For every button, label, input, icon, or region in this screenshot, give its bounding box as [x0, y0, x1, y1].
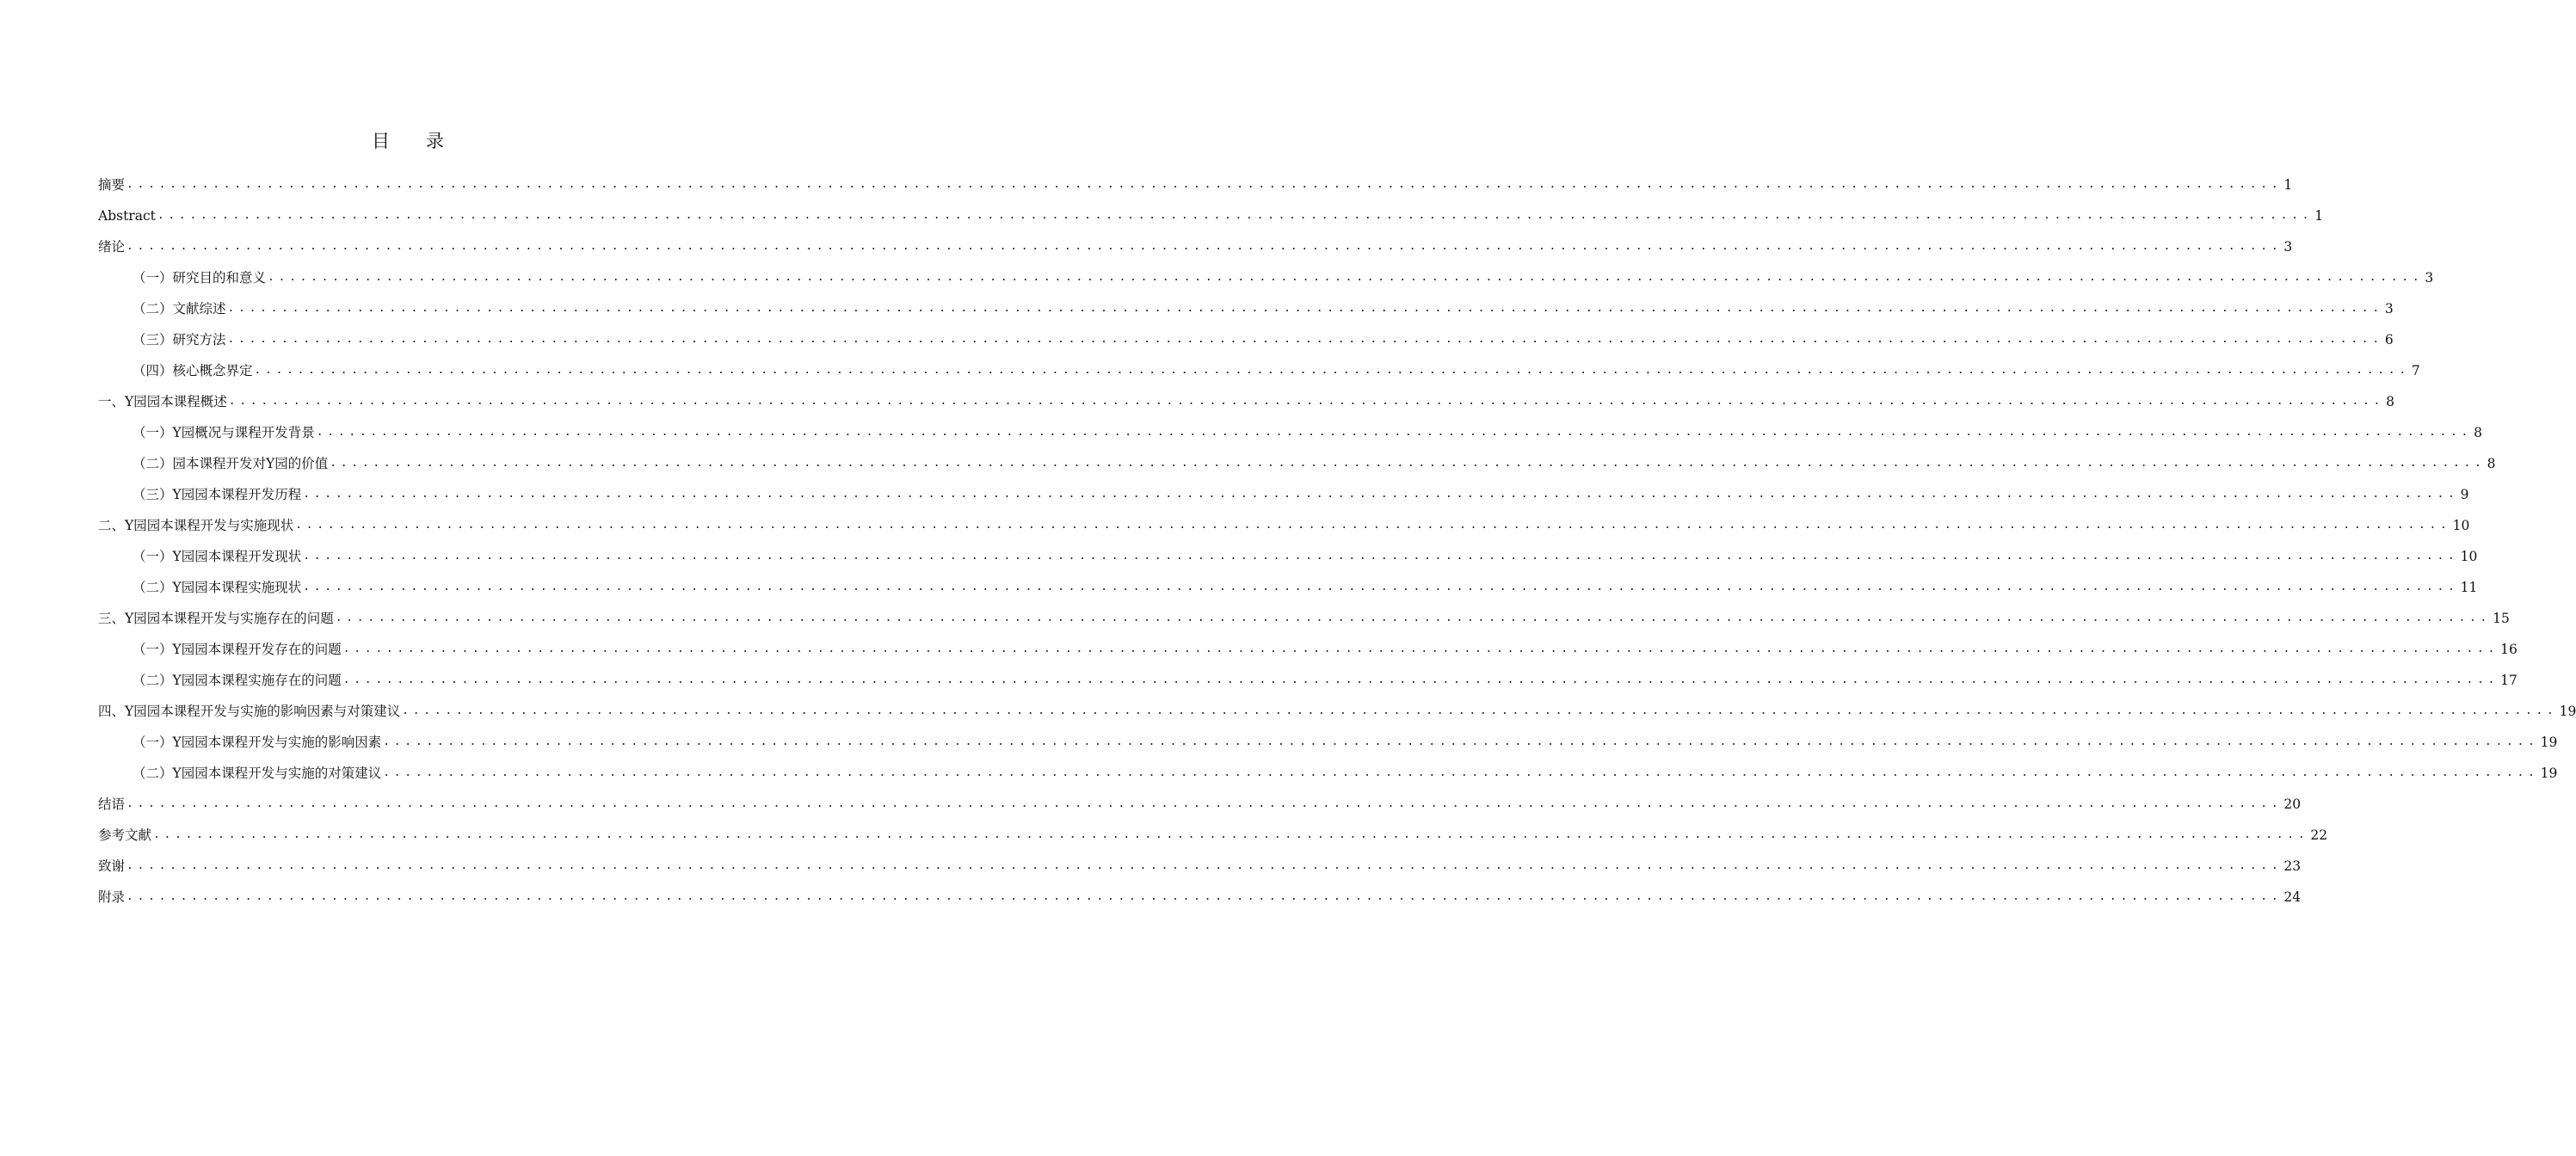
toc-entry[interactable] — [98, 323, 2394, 354]
toc-entry-page-number: 3 — [2384, 301, 2394, 317]
toc-entry-label: 二、Y园园本课程开发与实施现状 — [98, 518, 294, 533]
toc-entry-label: （二）Y园园本课程实施存在的问题 — [132, 673, 342, 688]
toc-entry-page-number: 1 — [2314, 208, 2324, 224]
toc-entry[interactable] — [98, 788, 2302, 819]
toc-entry-label: （一）研究目的和意义 — [132, 270, 267, 286]
toc-entry-page-number: 19 — [2540, 766, 2558, 781]
toc-entry[interactable] — [98, 478, 2469, 509]
dot-leader: ........................................................................................................................................................................................................ — [316, 426, 2473, 439]
toc-entry-page-number: 1 — [2283, 177, 2293, 193]
toc-entry-label: （二）Y园园本课程实施现状 — [132, 580, 302, 595]
toc-entry-label: 摘要 — [98, 177, 126, 193]
toc-entry-page-number: 9 — [2460, 487, 2469, 502]
toc-entry-page-number: 6 — [2384, 332, 2394, 347]
toc-entry[interactable] — [98, 509, 2470, 540]
toc-entry-label: （二）园本课程开发对Y园的价值 — [132, 456, 329, 471]
table-of-contents — [98, 169, 2576, 912]
toc-entry-label: （一）Y园概况与课程开发背景 — [132, 425, 315, 440]
toc-entry-label: Abstract — [98, 208, 156, 224]
toc-entry-label: 参考文献 — [98, 827, 152, 843]
dot-leader: ........................................................................................................................................................................................................ — [126, 890, 2283, 903]
toc-entry-page-number: 11 — [2460, 580, 2478, 595]
toc-entry-label: 绪论 — [98, 239, 126, 255]
toc-entry[interactable] — [98, 416, 2482, 447]
dot-leader: ........................................................................................................................................................................................................ — [126, 859, 2283, 872]
toc-entry[interactable] — [98, 200, 2324, 231]
dot-leader: ........................................................................................................................................................................................................ — [126, 797, 2283, 810]
dot-leader: ........................................................................................................................................................................................................ — [227, 333, 2383, 346]
toc-entry-label: （三）Y园园本课程开发历程 — [132, 487, 302, 502]
toc-entry-label: 四、Y园园本课程开发与实施的影响因素与对策建议 — [98, 704, 401, 719]
toc-entry[interactable] — [98, 231, 2293, 261]
dot-leader: ........................................................................................................................................................................................................ — [342, 673, 2499, 686]
toc-entry-page-number: 8 — [2474, 425, 2482, 440]
toc-entry[interactable] — [98, 757, 2558, 788]
toc-entry-label: 致谢 — [98, 858, 126, 874]
toc-entry-page-number: 20 — [2283, 796, 2302, 812]
dot-leader: ........................................................................................................................................................................................................ — [153, 828, 2309, 841]
toc-entry[interactable] — [98, 571, 2478, 602]
dot-leader: ........................................................................................................................................................................................................ — [157, 209, 2314, 222]
dot-leader: ........................................................................................................................................................................................................ — [335, 612, 2492, 624]
toc-entry[interactable] — [98, 726, 2558, 757]
toc-entry-page-number: 19 — [2540, 735, 2558, 750]
toc-entry-label: （二）文献综述 — [132, 301, 226, 317]
dot-leader: ........................................................................................................................................................................................................ — [227, 302, 2383, 315]
toc-entry-page-number: 17 — [2500, 673, 2517, 688]
toc-entry-page-number: 24 — [2283, 889, 2302, 905]
toc-entry-label: （一）Y园园本课程开发现状 — [132, 549, 302, 564]
toc-entry[interactable] — [98, 447, 2496, 478]
toc-entry-label: （一）Y园园本课程开发与实施的影响因素 — [132, 735, 382, 750]
toc-entry-page-number: 16 — [2500, 642, 2517, 657]
dot-leader: ........................................................................................................................................................................................................ — [303, 488, 2459, 501]
dot-leader: ........................................................................................................................................................................................................ — [383, 735, 2539, 748]
dot-leader: ........................................................................................................................................................................................................ — [126, 178, 2283, 191]
toc-entry-label: （一）Y园园本课程开发存在的问题 — [132, 642, 342, 657]
toc-entry-page-number: 10 — [2452, 518, 2470, 533]
dot-leader: ........................................................................................................................................................................................................ — [303, 581, 2459, 593]
toc-entry-label: （二）Y园园本课程开发与实施的对策建议 — [132, 766, 382, 781]
toc-entry-page-number: 10 — [2460, 549, 2478, 564]
toc-entry-page-number: 15 — [2493, 611, 2510, 626]
toc-entry-page-number: 22 — [2310, 827, 2328, 843]
toc-entry[interactable] — [98, 664, 2517, 695]
toc-entry-page-number: 3 — [2425, 270, 2434, 286]
toc-entry-page-number: 8 — [2386, 394, 2394, 409]
dot-leader: ........................................................................................................................................................................................................ — [303, 550, 2459, 563]
dot-leader: ........................................................................................................................................................................................................ — [126, 240, 2283, 253]
toc-entry-page-number: 8 — [2487, 456, 2496, 471]
toc-entry[interactable] — [98, 602, 2510, 633]
toc-entry-label: 附录 — [98, 889, 126, 905]
toc-entry-page-number: 19 — [2559, 704, 2576, 719]
toc-entry[interactable] — [98, 292, 2394, 323]
toc-entry-page-number: 23 — [2283, 858, 2302, 874]
toc-entry-label: （三）研究方法 — [132, 332, 226, 347]
toc-entry-page-number: 3 — [2283, 239, 2293, 255]
dot-leader: ........................................................................................................................................................................................................ — [268, 271, 2424, 284]
toc-entry[interactable] — [98, 819, 2328, 850]
dot-leader: ........................................................................................................................................................................................................ — [228, 395, 2385, 408]
toc-entry[interactable] — [98, 540, 2478, 571]
toc-entry-label: 结语 — [98, 796, 126, 812]
toc-entry[interactable] — [98, 169, 2293, 200]
toc-entry[interactable] — [98, 261, 2434, 292]
toc-entry[interactable] — [98, 695, 2576, 726]
dot-leader: ........................................................................................................................................................................................................ — [342, 643, 2499, 655]
dot-leader: ........................................................................................................................................................................................................ — [383, 766, 2539, 779]
toc-entry[interactable] — [98, 354, 2420, 385]
toc-entry[interactable] — [98, 633, 2517, 664]
dot-leader: ........................................................................................................................................................................................................ — [402, 704, 2558, 717]
dot-leader: ........................................................................................................................................................................................................ — [254, 364, 2410, 377]
toc-entry-page-number: 7 — [2411, 363, 2420, 378]
toc-title: 目录 — [372, 131, 480, 151]
dot-leader: ........................................................................................................................................................................................................ — [330, 457, 2486, 470]
toc-entry[interactable] — [98, 385, 2394, 416]
toc-entry-label: 三、Y园园本课程开发与实施存在的问题 — [98, 611, 334, 626]
dot-leader: ........................................................................................................................................................................................................ — [295, 519, 2451, 532]
toc-entry[interactable] — [98, 850, 2302, 881]
toc-entry-label: （四）核心概念界定 — [132, 363, 253, 378]
toc-entry-label: 一、Y园园本课程概述 — [98, 394, 227, 409]
toc-entry[interactable] — [98, 881, 2302, 912]
